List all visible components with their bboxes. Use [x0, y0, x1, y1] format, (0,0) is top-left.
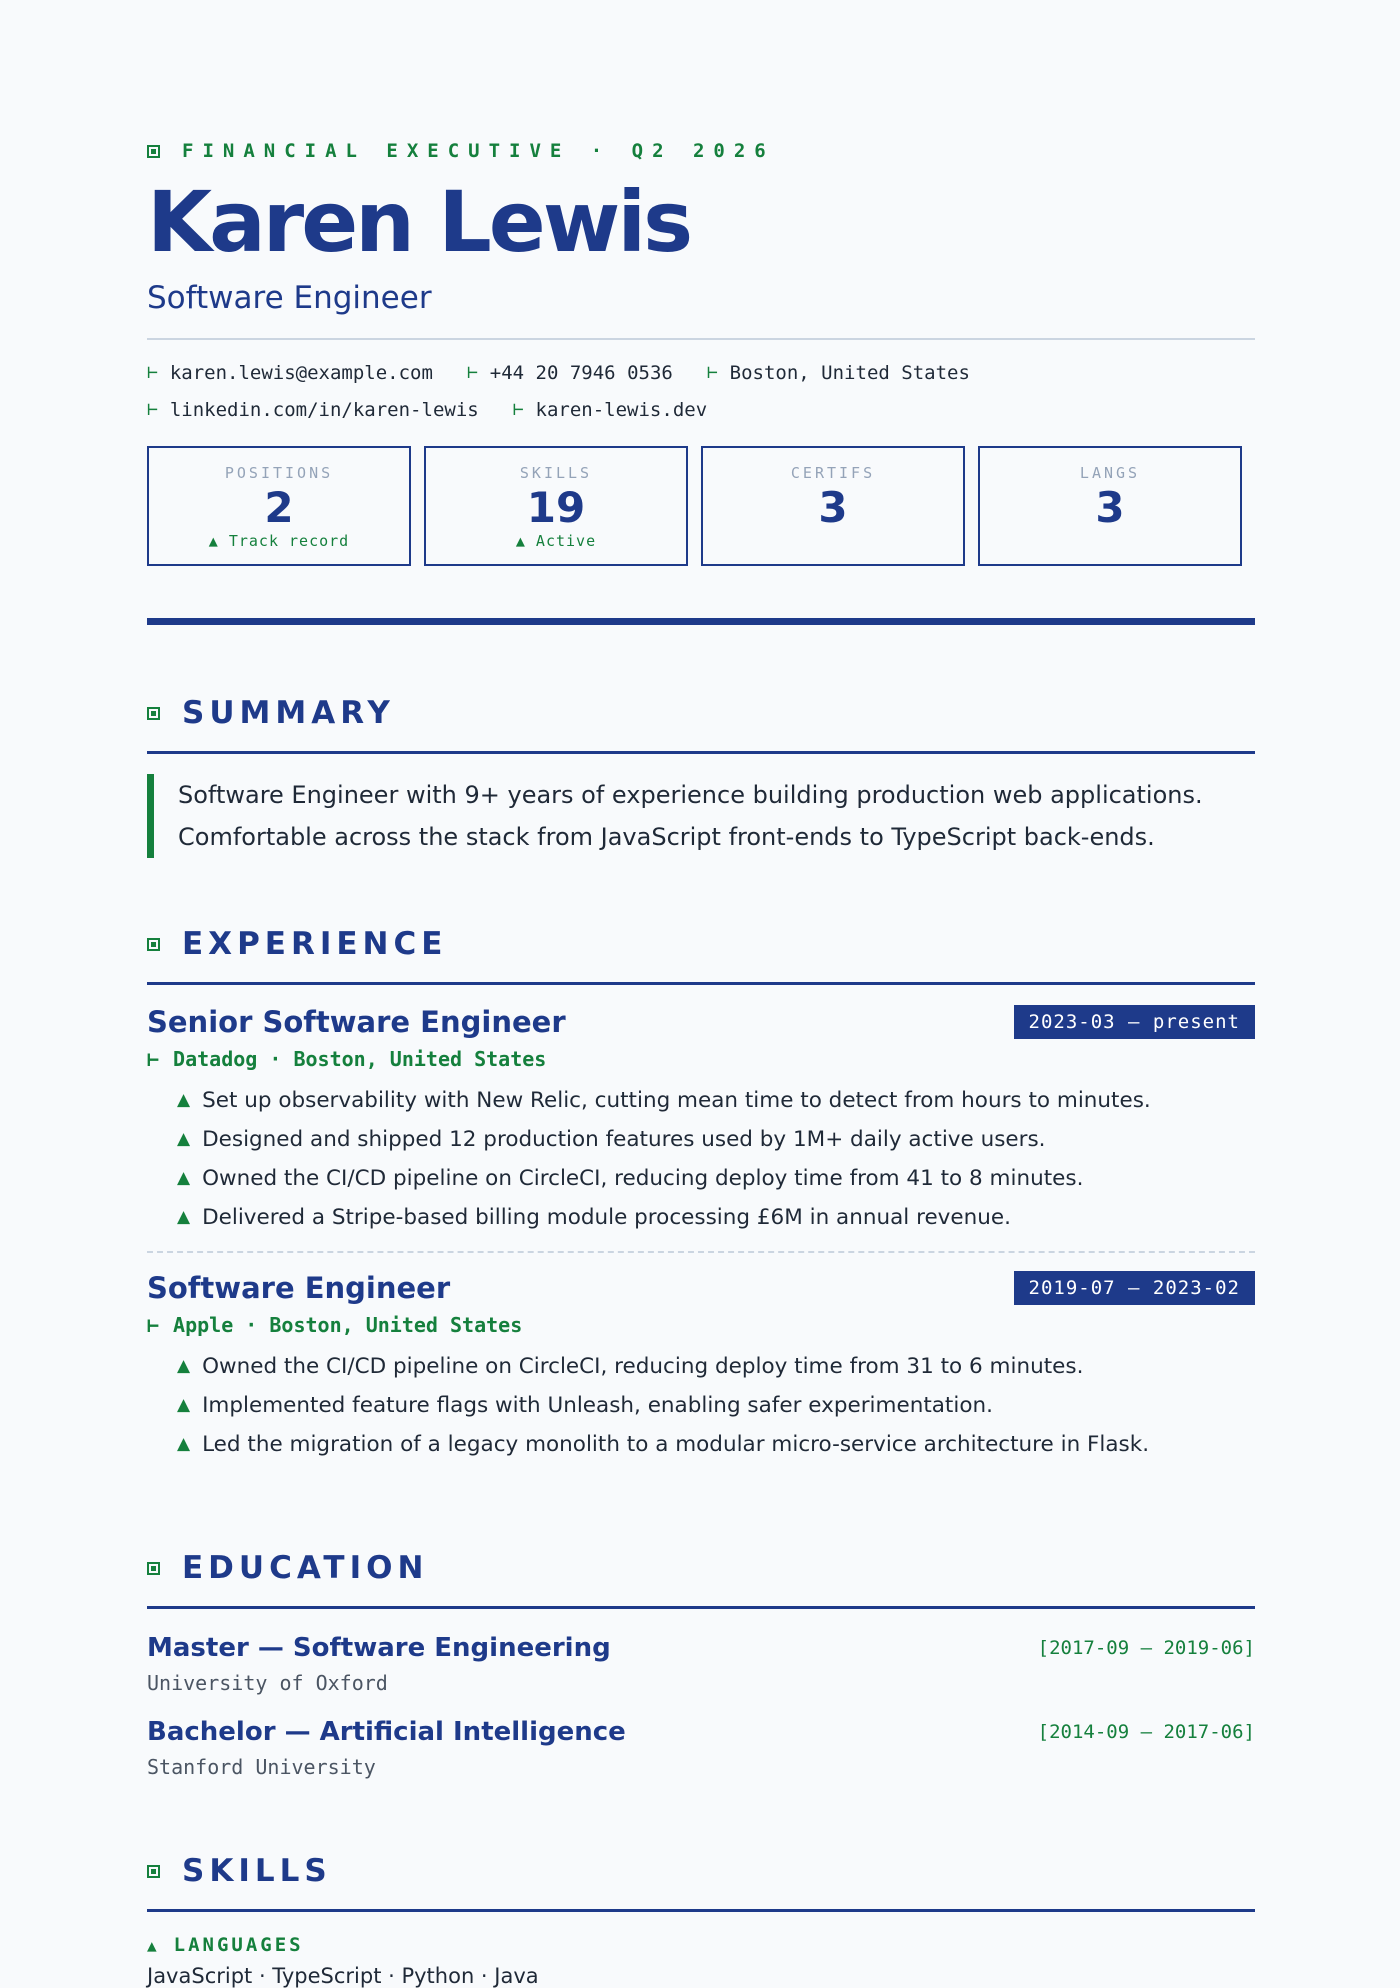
- contact-phone[interactable]: ⊢ +44 20 7946 0536: [466, 361, 673, 384]
- list-item: ▲ Implemented feature flags with Unleash, enabling safer experimentation.: [177, 1386, 1255, 1425]
- triangle-bullet-icon: ▲: [177, 1395, 191, 1415]
- stat-label: CERTIFS: [790, 464, 876, 482]
- square-bullet-icon: [147, 707, 160, 720]
- candidate-role: Software Engineer: [147, 280, 432, 316]
- section-title: SUMMARY: [182, 695, 395, 731]
- job-divider: [147, 1251, 1255, 1253]
- triangle-bullet-icon: ▲: [177, 1207, 191, 1227]
- square-bullet-icon: [147, 1865, 160, 1878]
- bullet-list: [147, 1347, 1255, 1464]
- triangle-bullet-icon: ▲: [177, 1129, 191, 1149]
- company-line: ⊢ Apple · Boston, United States: [147, 1313, 523, 1337]
- tick-icon: ⊢: [147, 1313, 160, 1337]
- skills-section: [147, 1851, 1255, 1988]
- summary-section: [147, 693, 1255, 858]
- skill-list: JavaScript · TypeScript · Python · Java: [147, 1964, 539, 1988]
- job-title: Software Engineer: [147, 1271, 451, 1305]
- stat-card-langs: [978, 446, 1242, 566]
- school: Stanford University: [147, 1755, 376, 1779]
- bullet-list: [147, 1081, 1255, 1237]
- stat-note: ▲ Track record: [208, 532, 350, 550]
- tick-icon: ⊢: [466, 362, 478, 383]
- list-item: ▲ Set up observability with New Relic, cutting mean time to detect from hours to minutes.: [177, 1081, 1255, 1120]
- tick-icon: ⊢: [512, 399, 524, 420]
- list-item: ▲ Owned the CI/CD pipeline on CircleCI, reducing deploy time from 31 to 6 minutes.: [177, 1347, 1255, 1386]
- school: University of Oxford: [147, 1671, 388, 1695]
- stat-card-certifs: [701, 446, 965, 566]
- candidate-name: Karen Lewis: [147, 173, 691, 271]
- section-divider: [147, 751, 1255, 754]
- stat-label: POSITIONS: [224, 464, 334, 482]
- square-bullet-icon: [147, 145, 160, 158]
- stat-card-positions: [147, 446, 411, 566]
- stat-label: LANGS: [1079, 464, 1141, 482]
- eyebrow-text: FINANCIAL EXECUTIVE · Q2 2026: [182, 140, 775, 162]
- section-divider: [147, 1909, 1255, 1912]
- skill-category: ▲ LANGUAGES: [147, 1934, 304, 1956]
- tick-icon: ⊢: [706, 362, 718, 383]
- date-badge: 2019-07 — 2023-02: [1014, 1271, 1255, 1305]
- job-title: Senior Software Engineer: [147, 1005, 566, 1039]
- header-thick-divider: [147, 618, 1255, 625]
- stats-row: [147, 446, 1255, 566]
- square-bullet-icon: [147, 938, 160, 951]
- list-item: ▲ Led the migration of a legacy monolith to a modular micro-service architecture in Flask.: [177, 1425, 1255, 1464]
- contact-linkedin[interactable]: ⊢ linkedin.com/in/karen-lewis: [147, 398, 479, 421]
- contact-location: ⊢ Boston, United States: [706, 361, 970, 384]
- header-divider: [147, 338, 1255, 340]
- summary-text: Software Engineer with 9+ years of experience building production web applications. Comfortable across the stack from JavaScript front-ends to TypeScript back-ends.: [147, 774, 1255, 858]
- education-dates: [2014-09 – 2017-06]: [1037, 1721, 1255, 1743]
- section-title: EXPERIENCE: [182, 926, 448, 962]
- stat-card-skills: [424, 446, 688, 566]
- triangle-bullet-icon: ▲: [177, 1434, 191, 1454]
- stat-value: 3: [1095, 483, 1125, 532]
- contact-email[interactable]: ⊢ karen.lewis@example.com: [147, 361, 433, 384]
- section-title: SKILLS: [182, 1853, 332, 1889]
- list-item: ▲ Delivered a Stripe-based billing module processing £6M in annual revenue.: [177, 1198, 1255, 1237]
- section-divider: [147, 1606, 1255, 1609]
- stat-value: 3: [818, 483, 848, 532]
- education-entry: [147, 1717, 1255, 1779]
- job-entry: [147, 1271, 1255, 1464]
- triangle-bullet-icon: ▲: [177, 1356, 191, 1376]
- list-item: ▲ Owned the CI/CD pipeline on CircleCI, reducing deploy time from 41 to 8 minutes.: [177, 1159, 1255, 1198]
- experience-section: [147, 924, 1255, 1464]
- education-dates: [2017-09 – 2019-06]: [1037, 1637, 1255, 1659]
- education-section: [147, 1548, 1255, 1779]
- stat-note: ▲ Active: [515, 532, 597, 550]
- square-bullet-icon: [147, 1562, 160, 1575]
- section-title: EDUCATION: [182, 1550, 429, 1586]
- date-badge: 2023-03 — present: [1014, 1005, 1255, 1039]
- tick-icon: ⊢: [147, 399, 158, 420]
- tick-icon: ⊢: [147, 362, 158, 383]
- degree: Master — Software Engineering: [147, 1633, 611, 1663]
- triangle-bullet-icon: ▲: [177, 1090, 191, 1110]
- triangle-bullet-icon: ▲: [177, 1168, 191, 1188]
- contact-website[interactable]: ⊢ karen-lewis.dev: [512, 398, 708, 421]
- job-entry: [147, 1005, 1255, 1237]
- company-line: ⊢ Datadog · Boston, United States: [147, 1047, 547, 1071]
- education-entry: [147, 1633, 1255, 1695]
- section-divider: [147, 982, 1255, 985]
- stat-value: 2: [264, 483, 294, 532]
- stat-label: SKILLS: [519, 464, 593, 482]
- stat-value: 19: [526, 483, 586, 532]
- list-item: ▲ Designed and shipped 12 production features used by 1M+ daily active users.: [177, 1120, 1255, 1159]
- eyebrow: [147, 138, 1255, 164]
- degree: Bachelor — Artificial Intelligence: [147, 1717, 626, 1747]
- triangle-bullet-icon: ▲: [147, 1935, 160, 1955]
- contact-block: [147, 354, 1255, 428]
- resume-page: [147, 0, 1255, 1988]
- tick-icon: ⊢: [147, 1047, 160, 1071]
